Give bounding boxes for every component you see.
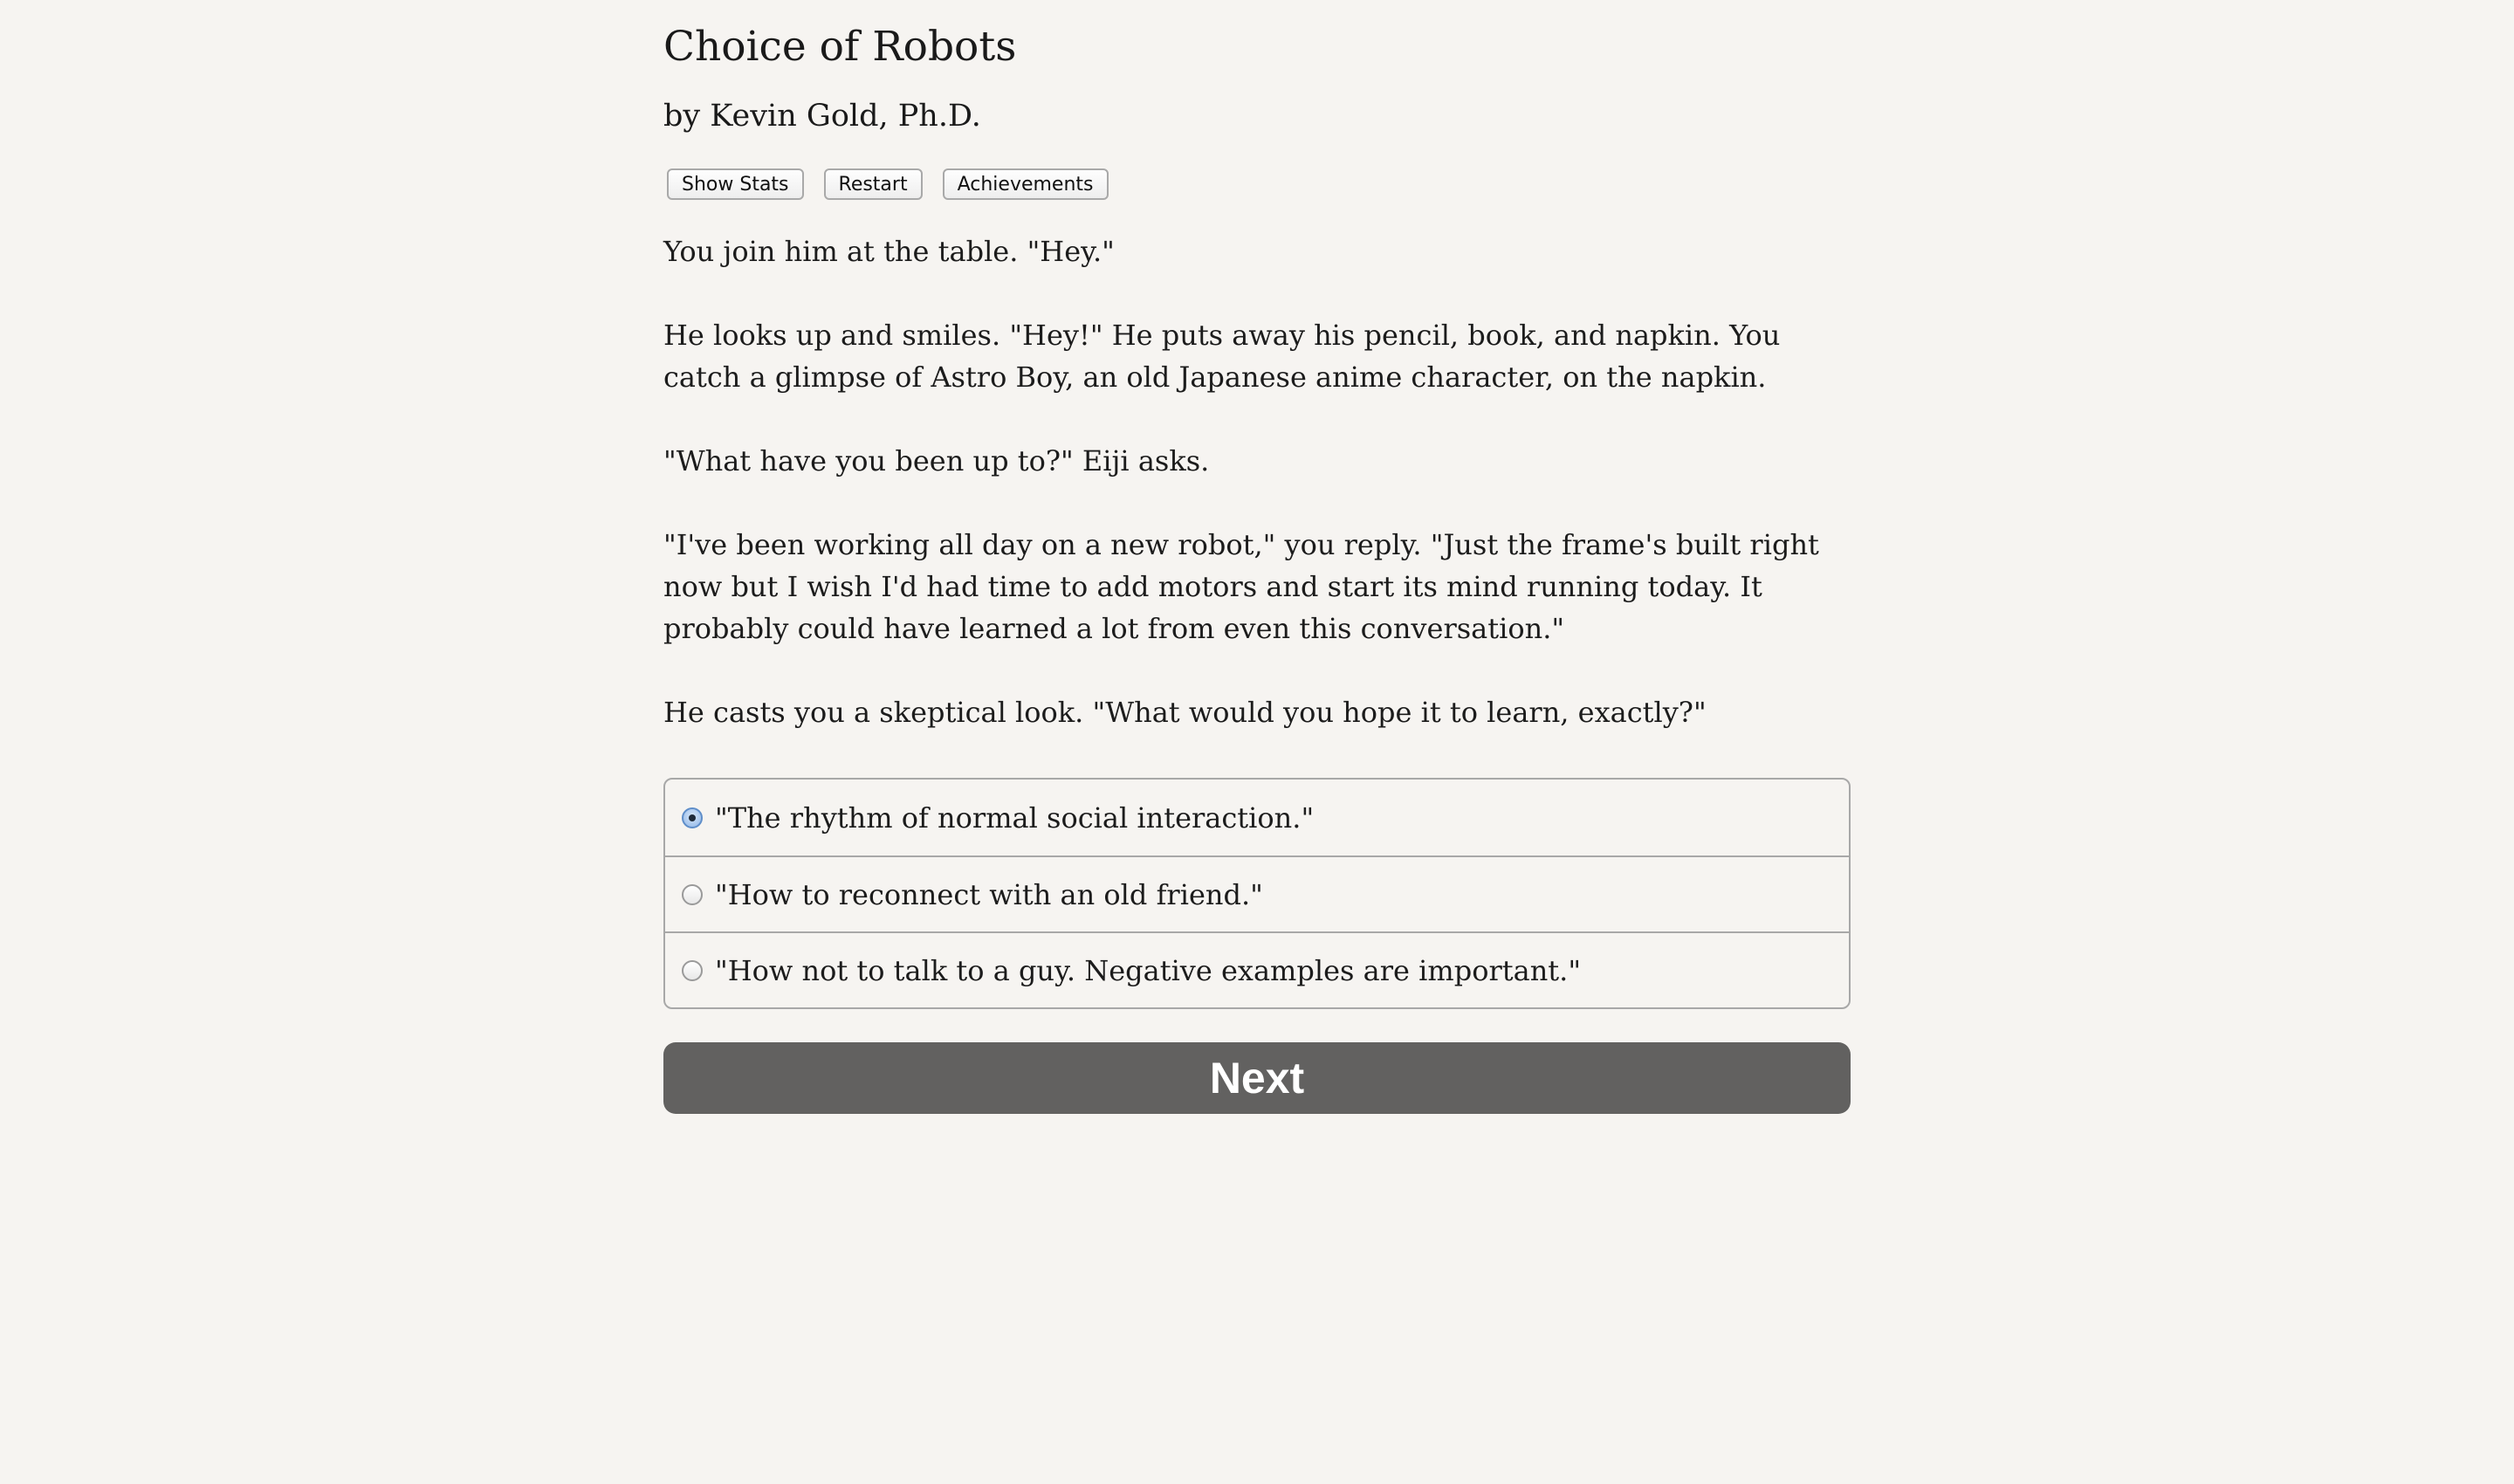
choice-option-1[interactable] [665, 780, 1849, 855]
radio-unselected-icon[interactable] [682, 884, 703, 905]
next-button[interactable]: Next [663, 1042, 1851, 1114]
restart-button[interactable]: Restart [824, 168, 923, 200]
choice-option-3[interactable] [665, 931, 1849, 1007]
radio-selected-icon[interactable] [682, 807, 703, 828]
choice-label: "How not to talk to a guy. Negative examples are important." [715, 953, 1582, 987]
toolbar [667, 168, 1109, 200]
story-paragraph: He looks up and smiles. "Hey!" He puts away his pencil, book, and napkin. You catch a glimpse of Astro Boy, an old Japanese anime character, on the napkin. [663, 319, 1781, 394]
story-paragraph: "What have you been up to?" Eiji asks. [663, 444, 1210, 477]
story-paragraph: "I've been working all day on a new robot," you reply. "Just the frame's built right now but I wish I'd had time to add motors and start its mind running today. It probably could have learned a lot from even this conversation." [663, 528, 1819, 645]
choice-list [663, 778, 1851, 1009]
game-title: Choice of Robots [663, 23, 1017, 71]
radio-unselected-icon[interactable] [682, 960, 703, 981]
choice-option-2[interactable] [665, 855, 1849, 931]
game-author: by Kevin Gold, Ph.D. [663, 99, 981, 134]
story-text [663, 230, 1851, 775]
story-paragraph: He casts you a skeptical look. "What would you hope it to learn, exactly?" [663, 696, 1707, 729]
story-paragraph: You join him at the table. "Hey." [663, 235, 1115, 268]
choice-label: "The rhythm of normal social interaction." [715, 800, 1315, 835]
show-stats-button[interactable]: Show Stats [667, 168, 804, 200]
achievements-button[interactable]: Achievements [943, 168, 1109, 200]
choice-label: "How to reconnect with an old friend." [715, 877, 1263, 911]
